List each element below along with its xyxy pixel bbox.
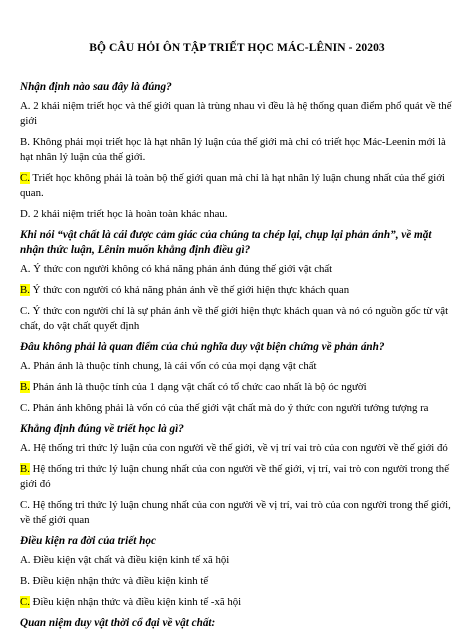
option-text: Ý thức con người chỉ là sự phản ánh về thế giới hiện thực khách quan và nó có nguồn gốc từ vật chất, do vật chất quyết định <box>20 305 449 332</box>
option-text: Điều kiện vật chất và điều kiện kinh tế xã hội <box>30 554 230 566</box>
option-letter: D. <box>20 208 31 220</box>
option-letter: C. <box>20 402 30 414</box>
correct-answer-letter: C. <box>20 172 30 184</box>
correct-answer-letter: C. <box>20 596 30 608</box>
question-text: Khi nói “vật chất là cái được cảm giác của chúng ta chép lại, chụp lại phản ánh”, về mặt nhận thức luận, Lênin muốn khẳng định điều gì? <box>20 229 432 256</box>
option-letter: C. <box>20 305 30 317</box>
question-text: Quan niệm duy vật thời cổ đại về vật chất: <box>20 617 216 629</box>
answer-option <box>20 553 452 568</box>
question-text: Đâu không phải là quan điểm của chủ nghĩa duy vật biện chứng về phản ánh? <box>20 341 385 353</box>
answer-option <box>20 401 452 416</box>
answer-option <box>20 171 452 201</box>
answer-option <box>20 380 452 395</box>
option-letter: B. <box>20 136 30 148</box>
option-letter: A. <box>20 554 31 566</box>
option-text: Hệ thống tri thức lý luận chung nhất của con người về vị trí, vai trò của con người trong thế giới, về thế giới quan <box>20 499 451 526</box>
answer-option <box>20 462 452 492</box>
document-title: BỘ CÂU HỎI ÔN TẬP TRIẾT HỌC MÁC-LÊNIN - 20203 <box>89 42 385 54</box>
answer-option <box>20 262 452 277</box>
correct-answer-letter: B. <box>20 284 30 296</box>
option-text: Hệ thống tri thức lý luận của con người về thế giới, về vị trí vai trò của con người về thế giới đó <box>30 442 448 454</box>
option-letter: A. <box>20 100 31 112</box>
answer-option <box>20 283 452 298</box>
option-text: Phản ánh là thuộc tính chung, là cái vốn có của mọi dạng vật chất <box>30 360 317 372</box>
option-letter: A. <box>20 442 31 454</box>
answer-option <box>20 99 452 129</box>
option-letter: C. <box>20 499 30 511</box>
answer-option <box>20 441 452 456</box>
question-list <box>20 80 452 635</box>
answer-option <box>20 135 452 165</box>
option-text: 2 khái niệm triết học là hoàn toàn khác nhau. <box>30 208 228 220</box>
question-text: Điều kiện ra đời của triết học <box>20 535 156 547</box>
answer-option <box>20 304 452 334</box>
option-text: Ý thức con người không có khả năng phản ánh đúng thế giới vật chất <box>30 263 333 275</box>
option-text: Phản ánh là thuộc tính của 1 dạng vật chất có tổ chức cao nhất là bộ óc người <box>29 381 367 393</box>
correct-answer-letter: B. <box>20 463 30 475</box>
answer-option <box>20 207 452 222</box>
option-letter: B. <box>20 575 30 587</box>
answer-option <box>20 498 452 528</box>
option-text: Không phải mọi triết học là hạt nhân lý luận của thế giới mà chỉ có triết học Mác-Leenin mới là hạt nhân lý luận của thế giới. <box>20 136 446 163</box>
answer-option <box>20 595 452 610</box>
option-text: Triết học không phải là toàn bộ thế giới quan mà chỉ là hạt nhân lý luận chung nhất của thế giới quan. <box>20 172 445 199</box>
option-text: Ý thức con người có khả năng phản ánh về thế giới hiện thực khách quan <box>29 284 350 296</box>
option-letter: A. <box>20 263 31 275</box>
option-text: Điều kiện nhận thức và điều kiện kinh tế <box>29 575 209 587</box>
answer-option <box>20 574 452 589</box>
answer-option <box>20 359 452 374</box>
correct-answer-letter: B. <box>20 381 30 393</box>
option-text: Hệ thống tri thức lý luận chung nhất của con người về thế giới, vị trí, vai trò con người trong thế giới đó <box>20 463 449 490</box>
option-text: 2 khái niệm triết học và thế giới quan là trùng nhau vì đều là hệ thống quan điểm phổ quát về thế giới <box>20 100 452 127</box>
question-text: Khẳng định đúng về triết học là gì? <box>20 423 184 435</box>
option-text: Điều kiện nhận thức và điều kiện kinh tế -xã hội <box>29 596 242 608</box>
option-letter: A. <box>20 360 31 372</box>
question-text: Nhận định nào sau đây là đúng? <box>20 81 172 93</box>
option-text: Phản ánh không phải là vốn có của thế giới vật chất mà do ý thức con người tưởng tượng ra <box>29 402 429 414</box>
